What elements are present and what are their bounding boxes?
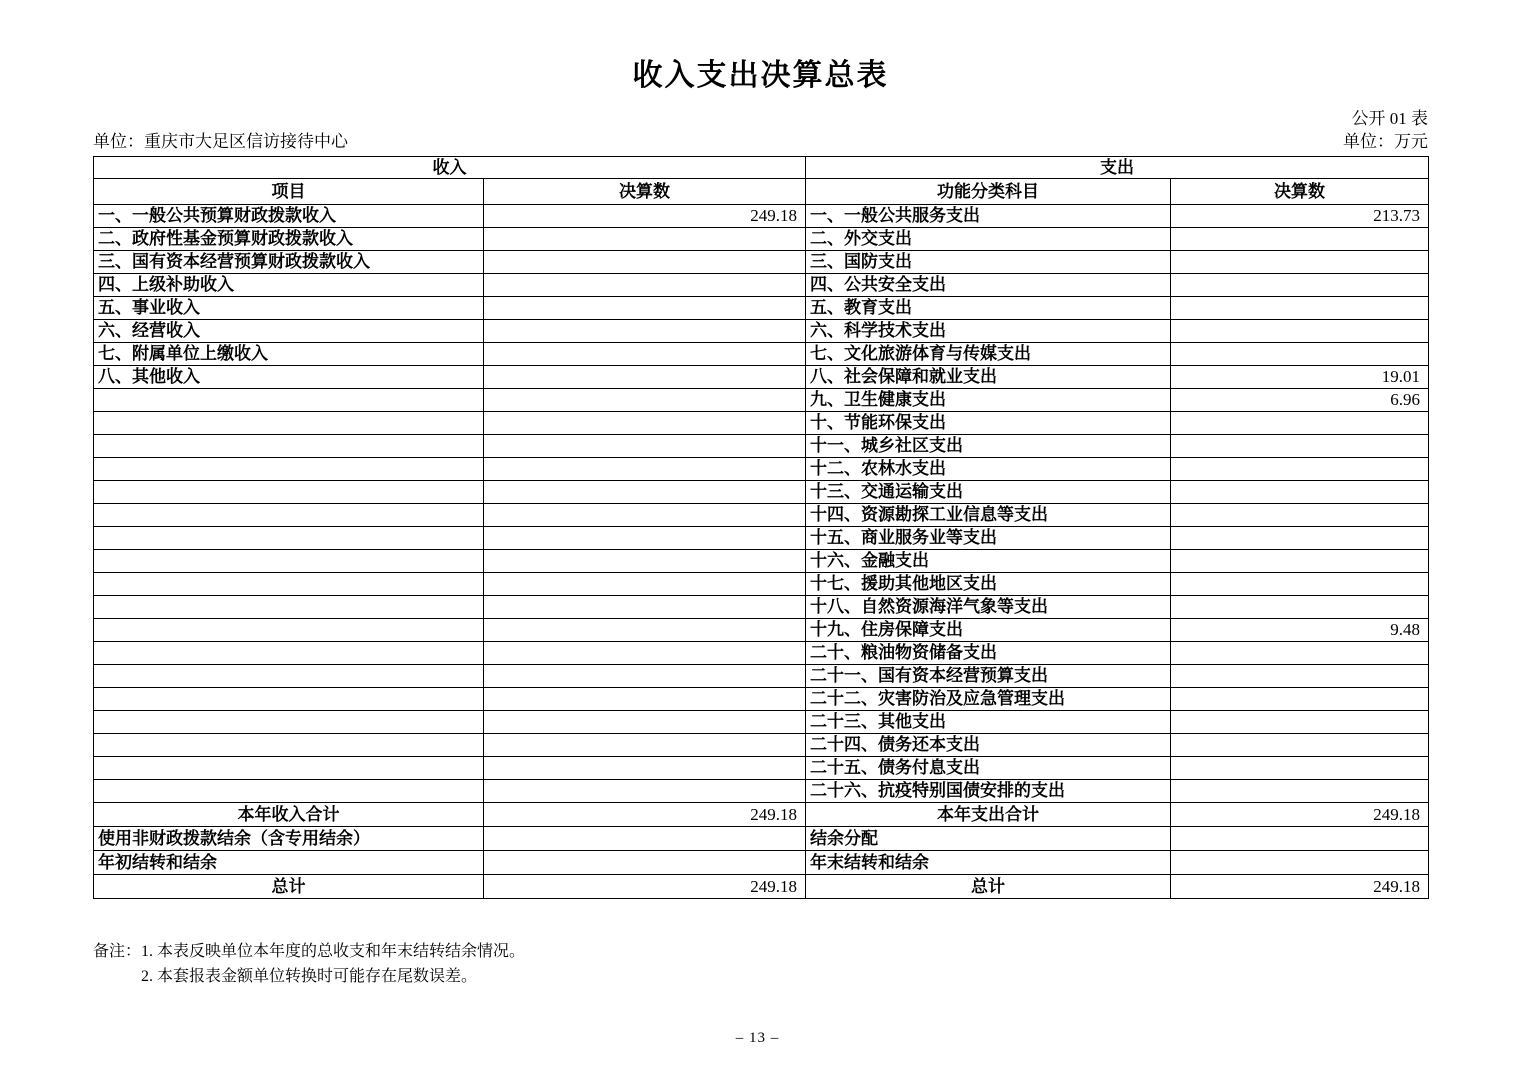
- expenditure-amount-cell: [1171, 711, 1429, 734]
- expenditure-item-cell: 二十、粮油物资储备支出: [806, 642, 1171, 665]
- expenditure-amount-cell: [1171, 851, 1429, 875]
- table-row: [94, 412, 1429, 435]
- income-group-header: 收入: [94, 157, 806, 179]
- expenditure-item-cell: 六、科学技术支出: [806, 320, 1171, 343]
- income-amount-cell: [484, 734, 806, 757]
- income-amount-cell: [484, 527, 806, 550]
- expenditure-amount-cell: [1171, 827, 1429, 851]
- expenditure-amount-cell: [1171, 320, 1429, 343]
- table-row: [94, 875, 1429, 899]
- notes-items: [141, 939, 525, 989]
- column-header-row: [94, 179, 1429, 205]
- table-row: [94, 803, 1429, 827]
- income-item-cell: 七、附属单位上缴收入: [94, 343, 484, 366]
- income-item-cell: 一、一般公共预算财政拨款收入: [94, 205, 484, 228]
- expenditure-item-cell: 二十五、债务付息支出: [806, 757, 1171, 780]
- expenditure-item-cell: 总计: [806, 875, 1171, 899]
- expenditure-item-cell: 十八、自然资源海洋气象等支出: [806, 596, 1171, 619]
- expenditure-amount-cell: [1171, 412, 1429, 435]
- notes: [93, 939, 1428, 989]
- income-amount-cell: [484, 642, 806, 665]
- table-row: [94, 366, 1429, 389]
- expenditure-item-cell: 五、教育支出: [806, 297, 1171, 320]
- expenditure-amount-cell: [1171, 435, 1429, 458]
- expenditure-item-cell: 三、国防支出: [806, 251, 1171, 274]
- unit-name: 单位：重庆市大足区信访接待中心: [93, 132, 348, 151]
- table-row: [94, 827, 1429, 851]
- table-row: [94, 274, 1429, 297]
- income-item-cell: [94, 389, 484, 412]
- table-row: [94, 550, 1429, 573]
- income-amount-cell: [484, 274, 806, 297]
- expenditure-item-cell: 十五、商业服务业等支出: [806, 527, 1171, 550]
- table-row: [94, 688, 1429, 711]
- income-item-cell: [94, 504, 484, 527]
- income-amount-cell: [484, 251, 806, 274]
- expenditure-item-cell: 十四、资源勘探工业信息等支出: [806, 504, 1171, 527]
- expenditure-amount-cell: [1171, 458, 1429, 481]
- table-row: [94, 458, 1429, 481]
- page-title: 收入支出决算总表: [632, 59, 889, 92]
- table-row: [94, 504, 1429, 527]
- expenditure-amount-cell: [1171, 550, 1429, 573]
- expenditure-item-cell: 本年支出合计: [806, 803, 1171, 827]
- income-amount-cell: [484, 435, 806, 458]
- expenditure-amount-cell: [1171, 780, 1429, 803]
- table-row: [94, 851, 1429, 875]
- income-amount-cell: [484, 665, 806, 688]
- expenditure-amount-cell: [1171, 274, 1429, 297]
- table-row: [94, 251, 1429, 274]
- expenditure-item-cell: 十一、城乡社区支出: [806, 435, 1171, 458]
- expenditure-amount-cell: [1171, 642, 1429, 665]
- income-amount-cell: [484, 619, 806, 642]
- income-amount-cell: 249.18: [484, 205, 806, 228]
- income-amount-cell: [484, 780, 806, 803]
- expenditure-amount-cell: 249.18: [1171, 803, 1429, 827]
- income-item-cell: 五、事业收入: [94, 297, 484, 320]
- income-item-column-header: 项目: [94, 179, 484, 205]
- table-row: [94, 527, 1429, 550]
- income-amount-cell: [484, 757, 806, 780]
- expenditure-item-cell: 十六、金融支出: [806, 550, 1171, 573]
- table-row: [94, 734, 1429, 757]
- unit-of-measure: 单位：万元: [1343, 132, 1428, 151]
- table-row: [94, 297, 1429, 320]
- income-amount-cell: [484, 389, 806, 412]
- expenditure-amount-column-header: 决算数: [1171, 179, 1429, 205]
- expenditure-amount-cell: 9.48: [1171, 619, 1429, 642]
- income-item-cell: [94, 780, 484, 803]
- income-amount-cell: [484, 711, 806, 734]
- expenditure-item-cell: 十七、援助其他地区支出: [806, 573, 1171, 596]
- note-line-2: 2. 本套报表金额单位转换时可能存在尾数误差。: [141, 968, 478, 985]
- document-sheet: [93, 0, 1428, 989]
- income-amount-cell: [484, 827, 806, 851]
- income-amount-cell: [484, 550, 806, 573]
- table-row: [94, 573, 1429, 596]
- income-amount-cell: [484, 481, 806, 504]
- expenditure-item-cell: 二十二、灾害防治及应急管理支出: [806, 688, 1171, 711]
- income-amount-cell: [484, 573, 806, 596]
- income-item-cell: 八、其他收入: [94, 366, 484, 389]
- table-row: [94, 780, 1429, 803]
- expenditure-amount-cell: [1171, 251, 1429, 274]
- table-row: [94, 596, 1429, 619]
- expenditure-item-cell: 十三、交通运输支出: [806, 481, 1171, 504]
- income-item-cell: [94, 665, 484, 688]
- income-item-cell: 三、国有资本经营预算财政拨款收入: [94, 251, 484, 274]
- income-amount-cell: [484, 851, 806, 875]
- income-item-cell: [94, 481, 484, 504]
- unit-line: [93, 131, 1428, 153]
- income-item-cell: [94, 757, 484, 780]
- income-amount-cell: 249.18: [484, 875, 806, 899]
- expenditure-item-cell: 二十六、抗疫特别国债安排的支出: [806, 780, 1171, 803]
- income-amount-cell: [484, 412, 806, 435]
- expenditure-amount-cell: 213.73: [1171, 205, 1429, 228]
- table-row: [94, 711, 1429, 734]
- expenditure-amount-cell: [1171, 596, 1429, 619]
- income-amount-cell: 249.18: [484, 803, 806, 827]
- income-item-cell: 年初结转和结余: [94, 851, 484, 875]
- expenditure-amount-cell: 19.01: [1171, 366, 1429, 389]
- table-row: [94, 320, 1429, 343]
- income-item-cell: 六、经营收入: [94, 320, 484, 343]
- table-row: [94, 435, 1429, 458]
- expenditure-amount-cell: 249.18: [1171, 875, 1429, 899]
- income-item-cell: [94, 734, 484, 757]
- table-row: [94, 619, 1429, 642]
- income-amount-cell: [484, 458, 806, 481]
- income-item-cell: 二、政府性基金预算财政拨款收入: [94, 228, 484, 251]
- income-item-cell: [94, 619, 484, 642]
- table-row: [94, 665, 1429, 688]
- table-row: [94, 228, 1429, 251]
- budget-summary-table: [93, 156, 1429, 899]
- expenditure-item-cell: 十、节能环保支出: [806, 412, 1171, 435]
- expenditure-amount-cell: [1171, 228, 1429, 251]
- expenditure-item-column-header: 功能分类科目: [806, 179, 1171, 205]
- income-item-cell: [94, 435, 484, 458]
- income-amount-cell: [484, 343, 806, 366]
- income-item-cell: [94, 527, 484, 550]
- expenditure-item-cell: 二十四、债务还本支出: [806, 734, 1171, 757]
- expenditure-amount-cell: [1171, 734, 1429, 757]
- expenditure-amount-cell: [1171, 481, 1429, 504]
- expenditure-amount-cell: [1171, 573, 1429, 596]
- note-line-1: 1. 本表反映单位本年度的总收支和年末结转结余情况。: [141, 943, 526, 960]
- income-amount-cell: [484, 366, 806, 389]
- expenditure-amount-cell: [1171, 665, 1429, 688]
- expenditure-item-cell: 一、一般公共服务支出: [806, 205, 1171, 228]
- income-item-cell: [94, 596, 484, 619]
- table-row: [94, 389, 1429, 412]
- page-number: – 13 –: [735, 1030, 780, 1046]
- expenditure-group-header: 支出: [806, 157, 1429, 179]
- income-item-cell: [94, 688, 484, 711]
- expenditure-amount-cell: [1171, 688, 1429, 711]
- expenditure-amount-cell: [1171, 504, 1429, 527]
- table-row: [94, 642, 1429, 665]
- expenditure-item-cell: 十二、农林水支出: [806, 458, 1171, 481]
- expenditure-item-cell: 十九、住房保障支出: [806, 619, 1171, 642]
- expenditure-amount-cell: 6.96: [1171, 389, 1429, 412]
- income-item-cell: [94, 573, 484, 596]
- table-row: [94, 205, 1429, 228]
- income-amount-cell: [484, 297, 806, 320]
- income-amount-cell: [484, 688, 806, 711]
- expenditure-item-cell: 四、公共安全支出: [806, 274, 1171, 297]
- expenditure-item-cell: 九、卫生健康支出: [806, 389, 1171, 412]
- notes-prefix: 备注：: [93, 943, 142, 960]
- table-row: [94, 481, 1429, 504]
- table-row: [94, 757, 1429, 780]
- income-amount-cell: [484, 228, 806, 251]
- expenditure-item-cell: 二十三、其他支出: [806, 711, 1171, 734]
- expenditure-amount-cell: [1171, 527, 1429, 550]
- expenditure-amount-cell: [1171, 297, 1429, 320]
- expenditure-amount-cell: [1171, 757, 1429, 780]
- expenditure-item-cell: 七、文化旅游体育与传媒支出: [806, 343, 1171, 366]
- group-header-row: [94, 157, 1429, 179]
- income-amount-column-header: 决算数: [484, 179, 806, 205]
- income-item-cell: 总计: [94, 875, 484, 899]
- table-body: [94, 205, 1429, 899]
- income-item-cell: [94, 458, 484, 481]
- expenditure-amount-cell: [1171, 343, 1429, 366]
- income-item-cell: 本年收入合计: [94, 803, 484, 827]
- income-amount-cell: [484, 504, 806, 527]
- income-item-cell: 四、上级补助收入: [94, 274, 484, 297]
- income-item-cell: [94, 642, 484, 665]
- table-row: [94, 343, 1429, 366]
- expenditure-item-cell: 年末结转和结余: [806, 851, 1171, 875]
- form-number: 公开 01 表: [1351, 109, 1428, 128]
- income-item-cell: [94, 550, 484, 573]
- expenditure-item-cell: 结余分配: [806, 827, 1171, 851]
- income-item-cell: [94, 412, 484, 435]
- expenditure-item-cell: 二、外交支出: [806, 228, 1171, 251]
- expenditure-item-cell: 八、社会保障和就业支出: [806, 366, 1171, 389]
- income-item-cell: [94, 711, 484, 734]
- income-amount-cell: [484, 596, 806, 619]
- income-amount-cell: [484, 320, 806, 343]
- expenditure-item-cell: 二十一、国有资本经营预算支出: [806, 665, 1171, 688]
- income-item-cell: 使用非财政拨款结余（含专用结余）: [94, 827, 484, 851]
